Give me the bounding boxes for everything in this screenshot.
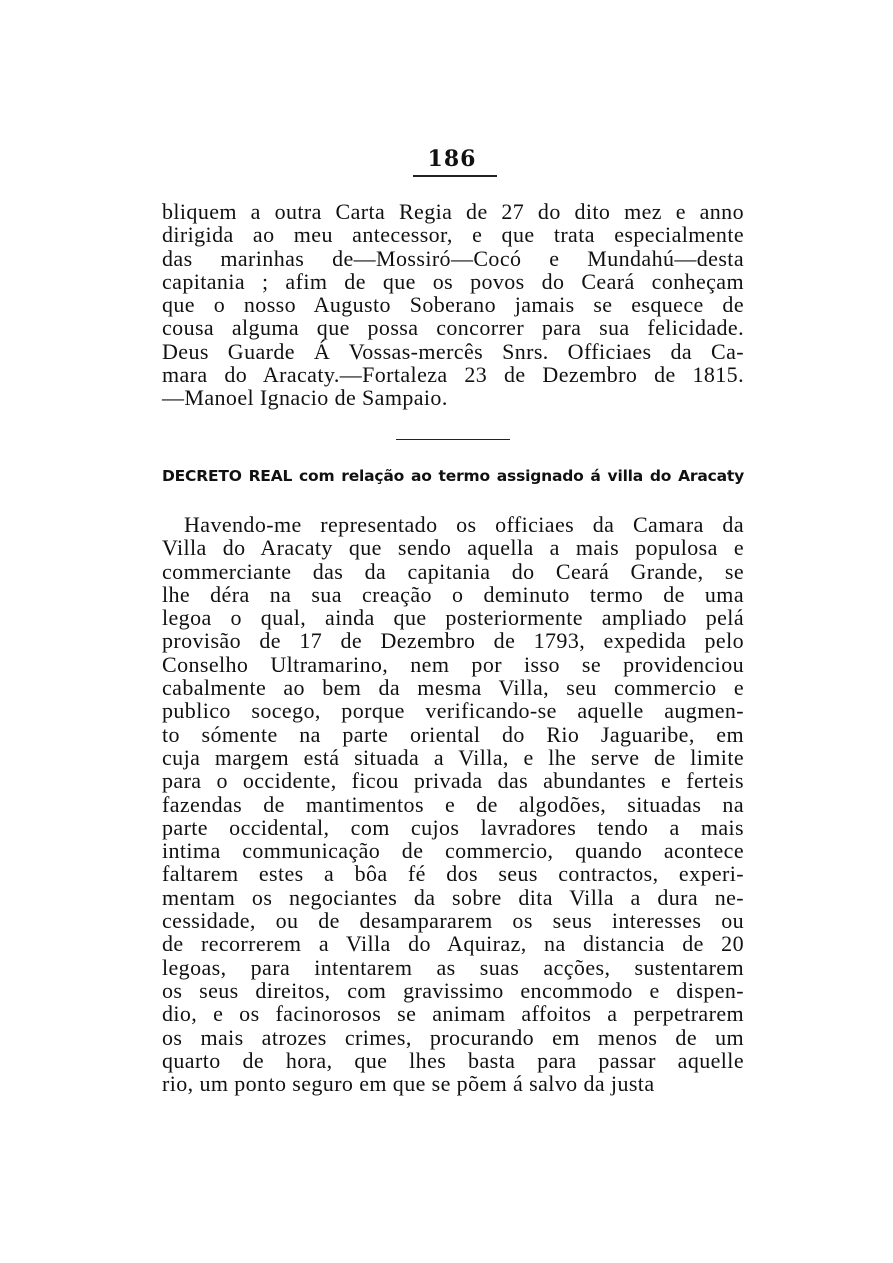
text-line: das marinhas de—Mossiró—Cocó e Mundahú—desta xyxy=(162,245,744,271)
text-line: mentam os negociantes da sobre dita Villa a dura ne- xyxy=(162,884,744,910)
letter-continuation xyxy=(162,200,744,410)
text-line: Conselho Ultramarino, nem por isso se providenciou xyxy=(162,651,744,677)
text-line: Villa do Aracaty que sendo aquella a mais populosa e xyxy=(162,535,744,561)
text-line: commerciante das da capitania do Ceará Grande, se xyxy=(162,558,744,584)
text-line: capitania ; afim de que os povos do Ceará conheçam xyxy=(162,268,744,294)
text-line: cabalmente ao bem da mesma Villa, seu commercio e xyxy=(162,675,744,701)
decree-body xyxy=(162,513,744,1095)
text-line: faltarem estes a bôa fé dos seus contractos, experi- xyxy=(162,861,744,887)
text-line: rio, um ponto seguro em que se põem á salvo da justa xyxy=(162,1071,655,1097)
text-line: dio, e os facinorosos se animam affoitos a perpetrarem xyxy=(162,1001,744,1027)
page-number: 186 xyxy=(427,146,477,172)
text-line: legoa o qual, ainda que posteriormente ampliado pelá xyxy=(162,605,744,631)
text-line: Havendo-me representado os officiaes da Camara da xyxy=(184,512,744,537)
text-line: provisão de 17 de Dezembro de 1793, expedida pelo xyxy=(162,628,744,654)
section-separator xyxy=(396,439,510,440)
text-line: mara do Aracaty.—Fortaleza 23 de Dezembro de 1815. xyxy=(162,362,744,388)
text-line: fazendas de mantimentos e de algodões, situadas na xyxy=(162,791,744,817)
text-line: —Manoel Ignacio de Sampaio. xyxy=(162,385,448,411)
text-line: Deus Guarde Á Vossas-mercês Snrs. Officiaes da Ca- xyxy=(162,338,744,364)
text-line: intima communicação de commercio, quando acontece xyxy=(162,838,744,864)
text-line: legoas, para intentarem as suas acções, sustentarem xyxy=(162,954,744,980)
text-line: quarto de hora, que lhes basta para passar aquelle xyxy=(162,1047,744,1073)
text-line: cuja margem está situada a Villa, e lhe serve de limite xyxy=(162,744,744,770)
text-line: os mais atrozes crimes, procurando em menos de um xyxy=(162,1024,744,1050)
text-line: cessidade, ou de desampararem os seus interesses ou xyxy=(162,908,744,934)
text-line: lhe déra na sua creação o deminuto termo de uma xyxy=(162,581,744,607)
text-line: publico socego, porque verificando-se aquelle augmen- xyxy=(162,698,744,724)
text-line: que o nosso Augusto Soberano jamais se esquece de xyxy=(162,292,744,318)
text-line: para o occidente, ficou privada das abundantes e ferteis xyxy=(162,768,744,794)
text-line: bliquem a outra Carta Regia de 27 do dito mez e anno xyxy=(162,199,744,224)
section-heading: DECRETO REAL com relação ao termo assignado á villa do Aracaty xyxy=(162,467,744,485)
text-line: de recorrerem a Villa do Aquiraz, na distancia de 20 xyxy=(162,931,744,957)
page-number-underline xyxy=(413,175,497,177)
text-line: os seus direitos, com gravissimo encommodo e dispen- xyxy=(162,977,744,1003)
text-line: to sómente na parte oriental do Rio Jaguaribe, em xyxy=(162,721,744,747)
text-line: cousa alguma que possa concorrer para sua felicidade. xyxy=(162,315,744,341)
text-line: parte occidental, com cujos lavradores tendo a mais xyxy=(162,814,744,840)
text-line: dirigida ao meu antecessor, e que trata especialmente xyxy=(162,222,744,248)
